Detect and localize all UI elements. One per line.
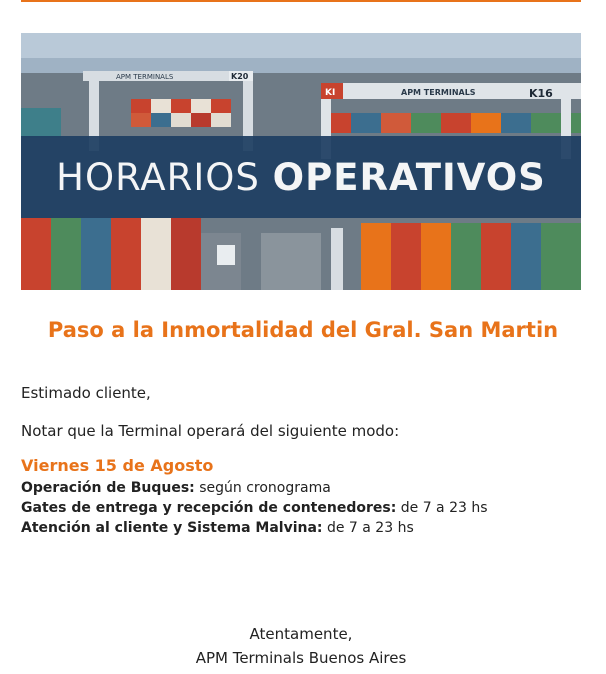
- schedule-line-value: según cronograma: [194, 480, 331, 496]
- hero-image: [21, 33, 581, 290]
- closing-signature: APM Terminals Buenos Aires: [195, 649, 407, 667]
- schedule-line-label: Operación de Buques:: [21, 480, 195, 496]
- crane-code-2: K16: [529, 87, 553, 100]
- crane-label-2: APM TERMINALS: [401, 88, 476, 97]
- schedule-line-value: de 7 a 23 hs: [396, 500, 488, 516]
- greeting: Estimado cliente,: [21, 384, 151, 402]
- hero-title-light: HORARIOS: [56, 155, 260, 199]
- crane-label-1: APM TERMINALS: [116, 73, 174, 81]
- closing-salutation: Atentamente,: [249, 625, 353, 643]
- schedule-line-label: Gates de entrega y recepción de contenedores:: [21, 500, 397, 516]
- schedule-date: Viernes 15 de Agosto: [21, 456, 214, 475]
- schedule-line: [21, 480, 331, 496]
- schedule-line: [21, 500, 488, 516]
- hero-title-bold: OPERATIVOS: [272, 155, 546, 199]
- hero-banner: [21, 136, 581, 218]
- hero-title: [56, 156, 546, 199]
- schedule-line-value: de 7 a 23 hs: [322, 520, 414, 536]
- crane-code-3: KI: [325, 88, 336, 98]
- schedule-line: [21, 520, 414, 536]
- headline: Paso a la Inmortalidad del Gral. San Martin: [47, 318, 559, 342]
- schedule-line-label: Atención al cliente y Sistema Malvina:: [21, 520, 323, 536]
- crane-code-1: K20: [231, 72, 249, 81]
- top-divider: [21, 0, 581, 2]
- intro-text: Notar que la Terminal operará del siguiente modo:: [21, 422, 400, 440]
